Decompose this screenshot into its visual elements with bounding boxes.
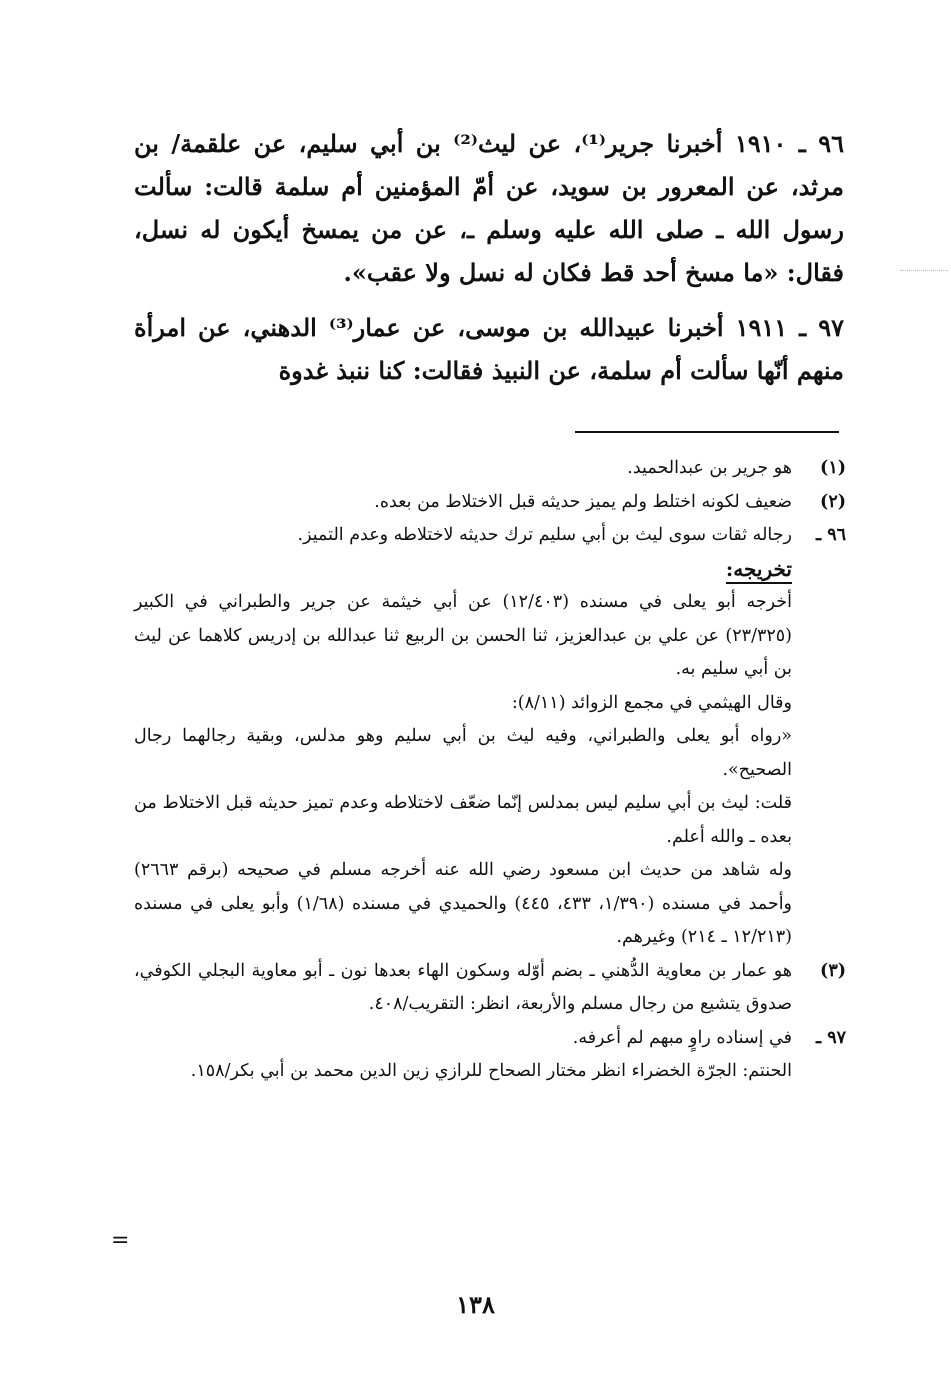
takhrij-block	[134, 553, 792, 955]
footnote-3	[134, 955, 846, 1022]
margin-dotted-mark	[900, 270, 948, 273]
hadith-97-paragraph: ٩٧ ـ ١٩١١ أخبرنا عبيدالله بن موسى، عن عمار⁽³⁾ الدهني، عن امرأة منهم أنّها سألت أم سلمة، عن النبيذ فقالت: كنا ننبذ غدوة	[134, 313, 844, 385]
footnote-label: (٢)	[820, 491, 846, 512]
footnote-separator	[575, 431, 839, 433]
footnote-text: هو جرير بن عبدالحميد.	[627, 458, 792, 478]
hantam-note: الحنتم: الجرّة الخضراء انظر مختار الصحاح للرازي زين الدين محمد بن أبي بكر/١٥٨.	[190, 1061, 792, 1081]
footnote-1	[134, 452, 846, 486]
takhrij-witness: وله شاهد من حديث ابن مسعود رضي الله عنه أخرجه مسلم في صحيحه (برقم ٢٦٦٣) وأحمد في مسنده (١/٣٩٠، ٤٣٣، ٤٤٥) والحميدي في مسنده (١/٦٨) وأبو يعلى في مسنده (١٢/٢١٣ ـ ٢١٤) وغيرهم.	[134, 860, 793, 947]
grading-text: في إسناده راوٍ مبهم لم أعرفه.	[572, 1027, 792, 1048]
takhrij-text-1: أخرجه أبو يعلى في مسنده (١٢/٤٠٣) عن أبي خيثمة عن جرير والطبراني في الكبير (٢٣/٣٢٥) عن علي بن عبدالعزيز، ثنا الحسن بن الربيع ثنا عبدالله بن إدريس كلاهما عن ليث بن أبي سليم به.	[134, 592, 792, 679]
takhrij-heading: تخريجه:	[725, 556, 792, 581]
grading-text: رجاله ثقات سوى ليث بن أبي سليم ترك حديثه لاختلاطه وعدم التميز.	[297, 525, 792, 545]
footnote-label: (١)	[820, 458, 846, 478]
footnotes	[134, 452, 846, 1089]
hadith-label: ٩٦ ـ	[815, 525, 846, 545]
takhrij-96	[134, 519, 846, 553]
footnote-text: ضعيف لكونه اختلط ولم يميز حديثه قبل الاختلاط من بعده.	[374, 491, 792, 512]
footnote-text: هو عمار بن معاوية الدُّهني ـ بضم أوّله وسكون الهاء بعدها نون ـ أبو معاوية البجلي الكوفي، صدوق يتشيع من رجال مسلم والأربعة، انظر: التقريب/٤٠٨.	[134, 960, 792, 1014]
hadith-96-paragraph: ٩٦ ـ ١٩١٠ أخبرنا جرير⁽¹⁾، عن ليث⁽²⁾ بن أبي سليم، عن علقمة/ بن مرثد، عن المعرور بن سويد، عن أمّ المؤمنين أم سلمة قالت: سألت رسول الله ـ صلى الله عليه وسلم ـ، عن من يمسخ أيكون له نسل، فقال: «ما مسخ أحد قط فكان له نسل ولا عقب».	[134, 129, 845, 287]
footnote-label: (٣)	[820, 960, 846, 981]
takhrij-97	[134, 1022, 846, 1056]
footnote-2	[134, 486, 846, 520]
main-text	[134, 122, 844, 404]
margin-marker: =	[111, 1228, 130, 1253]
takhrij-comment: قلت: ليث بن أبي سليم ليس بمدلس إنّما ضعّف لاختلاطه وعدم تميز حديثه قبل الاختلاط من بعده ـ والله أعلم.	[134, 793, 792, 847]
hadith-label: ٩٧ ـ	[815, 1027, 846, 1048]
page-number: ١٣٨	[456, 1290, 495, 1319]
takhrij-text-2: وقال الهيثمي في مجمع الزوائد (٨/١١):	[511, 692, 792, 713]
takhrij-quote: «رواه أبو يعلى والطبراني، وفيه ليث بن أبي سليم وهو مدلس، وبقية رجالهما رجال الصحيح».	[134, 726, 792, 780]
